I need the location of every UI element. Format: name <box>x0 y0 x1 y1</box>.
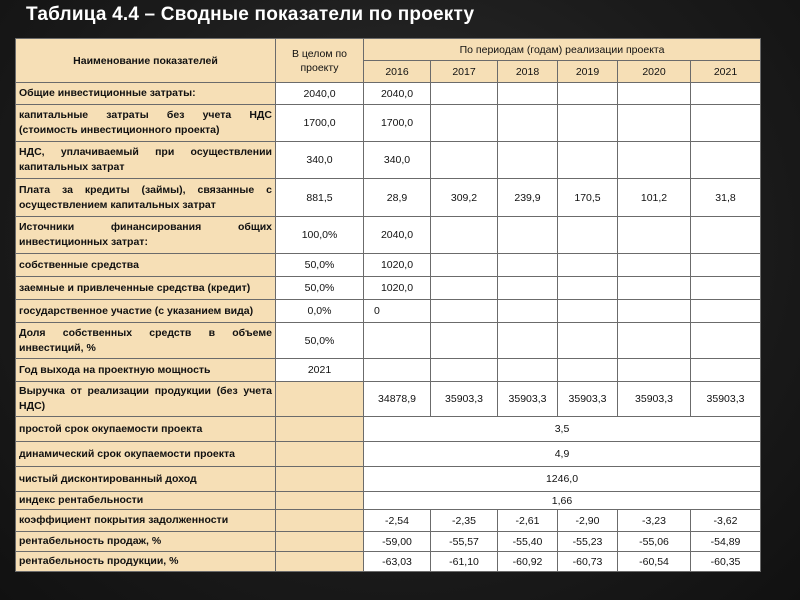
row-total: 100,0% <box>276 217 364 254</box>
row-cell: -63,03 <box>364 552 431 572</box>
table-row <box>16 105 761 142</box>
row-cell <box>558 254 618 277</box>
header-periods: По периодам (годам) реализации проекта <box>364 39 761 61</box>
row-cell <box>691 83 761 105</box>
row-cell <box>691 105 761 142</box>
row-cell <box>618 105 691 142</box>
header-year: 2019 <box>558 61 618 83</box>
row-total: 1700,0 <box>276 105 364 142</box>
row-cell <box>558 300 618 323</box>
row-cell: 239,9 <box>498 179 558 217</box>
table-row <box>16 382 761 417</box>
row-cell <box>498 300 558 323</box>
row-cell: -55,40 <box>498 532 558 552</box>
row-total <box>276 552 364 572</box>
row-cell <box>618 359 691 382</box>
row-cell <box>618 83 691 105</box>
row-cell: 35903,3 <box>691 382 761 417</box>
row-label: капитальные затраты без учета НДС (стоимость инвестиционного проекта) <box>16 105 276 142</box>
table-row <box>16 179 761 217</box>
row-cell: 101,2 <box>618 179 691 217</box>
row-total: 0,0% <box>276 300 364 323</box>
row-cell: -59,00 <box>364 532 431 552</box>
table-row <box>16 277 761 300</box>
row-merged-value: 1246,0 <box>364 467 761 492</box>
row-cell <box>498 142 558 179</box>
header-year: 2021 <box>691 61 761 83</box>
row-cell: 35903,3 <box>498 382 558 417</box>
row-cell: -60,35 <box>691 552 761 572</box>
row-cell <box>498 105 558 142</box>
row-total: 50,0% <box>276 277 364 300</box>
row-cell: -60,54 <box>618 552 691 572</box>
row-cell <box>558 217 618 254</box>
row-cell: -2,61 <box>498 510 558 532</box>
row-label: коэффициент покрытия задолженности <box>16 510 276 532</box>
row-cell <box>498 359 558 382</box>
row-cell: 1020,0 <box>364 277 431 300</box>
row-cell <box>618 254 691 277</box>
row-cell: -2,90 <box>558 510 618 532</box>
header-year: 2020 <box>618 61 691 83</box>
row-cell: -3,23 <box>618 510 691 532</box>
row-total <box>276 382 364 417</box>
row-label: индекс рентабельности <box>16 492 276 510</box>
row-cell <box>498 277 558 300</box>
row-total: 2040,0 <box>276 83 364 105</box>
table-row <box>16 492 761 510</box>
table-row <box>16 359 761 382</box>
row-cell: 2040,0 <box>364 217 431 254</box>
row-cell: 170,5 <box>558 179 618 217</box>
row-label: НДС, уплачиваемый при осуществлении капитальных затрат <box>16 142 276 179</box>
row-cell <box>431 142 498 179</box>
row-cell: 1700,0 <box>364 105 431 142</box>
table-row <box>16 417 761 442</box>
row-total <box>276 492 364 510</box>
row-cell <box>431 105 498 142</box>
row-cell <box>431 217 498 254</box>
row-total: 50,0% <box>276 323 364 359</box>
row-cell: -54,89 <box>691 532 761 552</box>
row-label: Выручка от реализации продукции (без учета НДС) <box>16 382 276 417</box>
table-row <box>16 467 761 492</box>
row-cell <box>558 142 618 179</box>
row-cell: -3,62 <box>691 510 761 532</box>
row-cell <box>431 83 498 105</box>
row-label: Плата за кредиты (займы), связанные с осуществлением капитальных затрат <box>16 179 276 217</box>
header-year: 2018 <box>498 61 558 83</box>
row-cell <box>691 323 761 359</box>
row-label: заемные и привлеченные средства (кредит) <box>16 277 276 300</box>
row-cell: 31,8 <box>691 179 761 217</box>
row-label: простой срок окупаемости проекта <box>16 417 276 442</box>
row-cell <box>558 105 618 142</box>
table-row <box>16 142 761 179</box>
row-cell <box>691 359 761 382</box>
row-merged-value: 4,9 <box>364 442 761 467</box>
row-cell <box>618 323 691 359</box>
table-row <box>16 323 761 359</box>
row-label: Доля собственных средств в объеме инвестиций, % <box>16 323 276 359</box>
row-label: чистый дисконтированный доход <box>16 467 276 492</box>
header-name: Наименование показателей <box>16 39 276 83</box>
table-row <box>16 254 761 277</box>
row-merged-value: 3,5 <box>364 417 761 442</box>
row-cell: 1020,0 <box>364 254 431 277</box>
row-cell <box>618 142 691 179</box>
row-cell: 34878,9 <box>364 382 431 417</box>
row-cell: -61,10 <box>431 552 498 572</box>
row-cell: -55,23 <box>558 532 618 552</box>
row-label: Общие инвестиционные затраты: <box>16 83 276 105</box>
row-cell <box>691 217 761 254</box>
row-cell <box>431 300 498 323</box>
row-cell: 35903,3 <box>618 382 691 417</box>
row-cell <box>618 277 691 300</box>
row-cell <box>618 217 691 254</box>
table-row <box>16 442 761 467</box>
row-cell <box>558 83 618 105</box>
table-row <box>16 217 761 254</box>
row-cell <box>498 254 558 277</box>
row-cell: 340,0 <box>364 142 431 179</box>
row-label: рентабельность продаж, % <box>16 532 276 552</box>
row-cell <box>691 277 761 300</box>
row-cell: 28,9 <box>364 179 431 217</box>
row-cell: -2,54 <box>364 510 431 532</box>
table-row <box>16 532 761 552</box>
row-total: 50,0% <box>276 254 364 277</box>
row-cell: -55,57 <box>431 532 498 552</box>
row-cell: -2,35 <box>431 510 498 532</box>
row-cell: 309,2 <box>431 179 498 217</box>
row-cell: -60,92 <box>498 552 558 572</box>
row-cell <box>691 300 761 323</box>
row-cell <box>618 300 691 323</box>
table-row <box>16 552 761 572</box>
row-label: государственное участие (с указанием вида) <box>16 300 276 323</box>
summary-table <box>15 38 761 572</box>
row-label: Источники финансирования общих инвестиционных затрат: <box>16 217 276 254</box>
row-cell <box>691 142 761 179</box>
row-total <box>276 417 364 442</box>
table-row <box>16 300 761 323</box>
row-total <box>276 510 364 532</box>
row-cell: -60,73 <box>558 552 618 572</box>
row-label: Год выхода на проектную мощность <box>16 359 276 382</box>
row-cell: 35903,3 <box>558 382 618 417</box>
row-cell <box>431 359 498 382</box>
row-cell <box>431 323 498 359</box>
row-cell: 2040,0 <box>364 83 431 105</box>
row-cell <box>431 277 498 300</box>
page-title: Таблица 4.4 – Сводные показатели по проекту <box>26 4 475 25</box>
row-cell <box>431 254 498 277</box>
row-label: рентабельность продукции, % <box>16 552 276 572</box>
row-merged-value: 1,66 <box>364 492 761 510</box>
row-total: 2021 <box>276 359 364 382</box>
row-total: 881,5 <box>276 179 364 217</box>
row-cell <box>498 217 558 254</box>
row-cell: 35903,3 <box>431 382 498 417</box>
row-cell <box>364 323 431 359</box>
row-cell <box>691 254 761 277</box>
row-cell: -55,06 <box>618 532 691 552</box>
row-cell <box>498 83 558 105</box>
row-cell: 0 <box>364 300 431 323</box>
header-year: 2017 <box>431 61 498 83</box>
row-label: динамический срок окупаемости проекта <box>16 442 276 467</box>
row-label: собственные средства <box>16 254 276 277</box>
table-row <box>16 83 761 105</box>
row-cell <box>558 277 618 300</box>
row-total <box>276 467 364 492</box>
row-cell <box>364 359 431 382</box>
row-total: 340,0 <box>276 142 364 179</box>
row-cell <box>558 359 618 382</box>
row-cell <box>498 323 558 359</box>
header-year: 2016 <box>364 61 431 83</box>
row-total <box>276 442 364 467</box>
row-total <box>276 532 364 552</box>
header-total: В целом по проекту <box>276 39 364 83</box>
table-row <box>16 510 761 532</box>
row-cell <box>558 323 618 359</box>
